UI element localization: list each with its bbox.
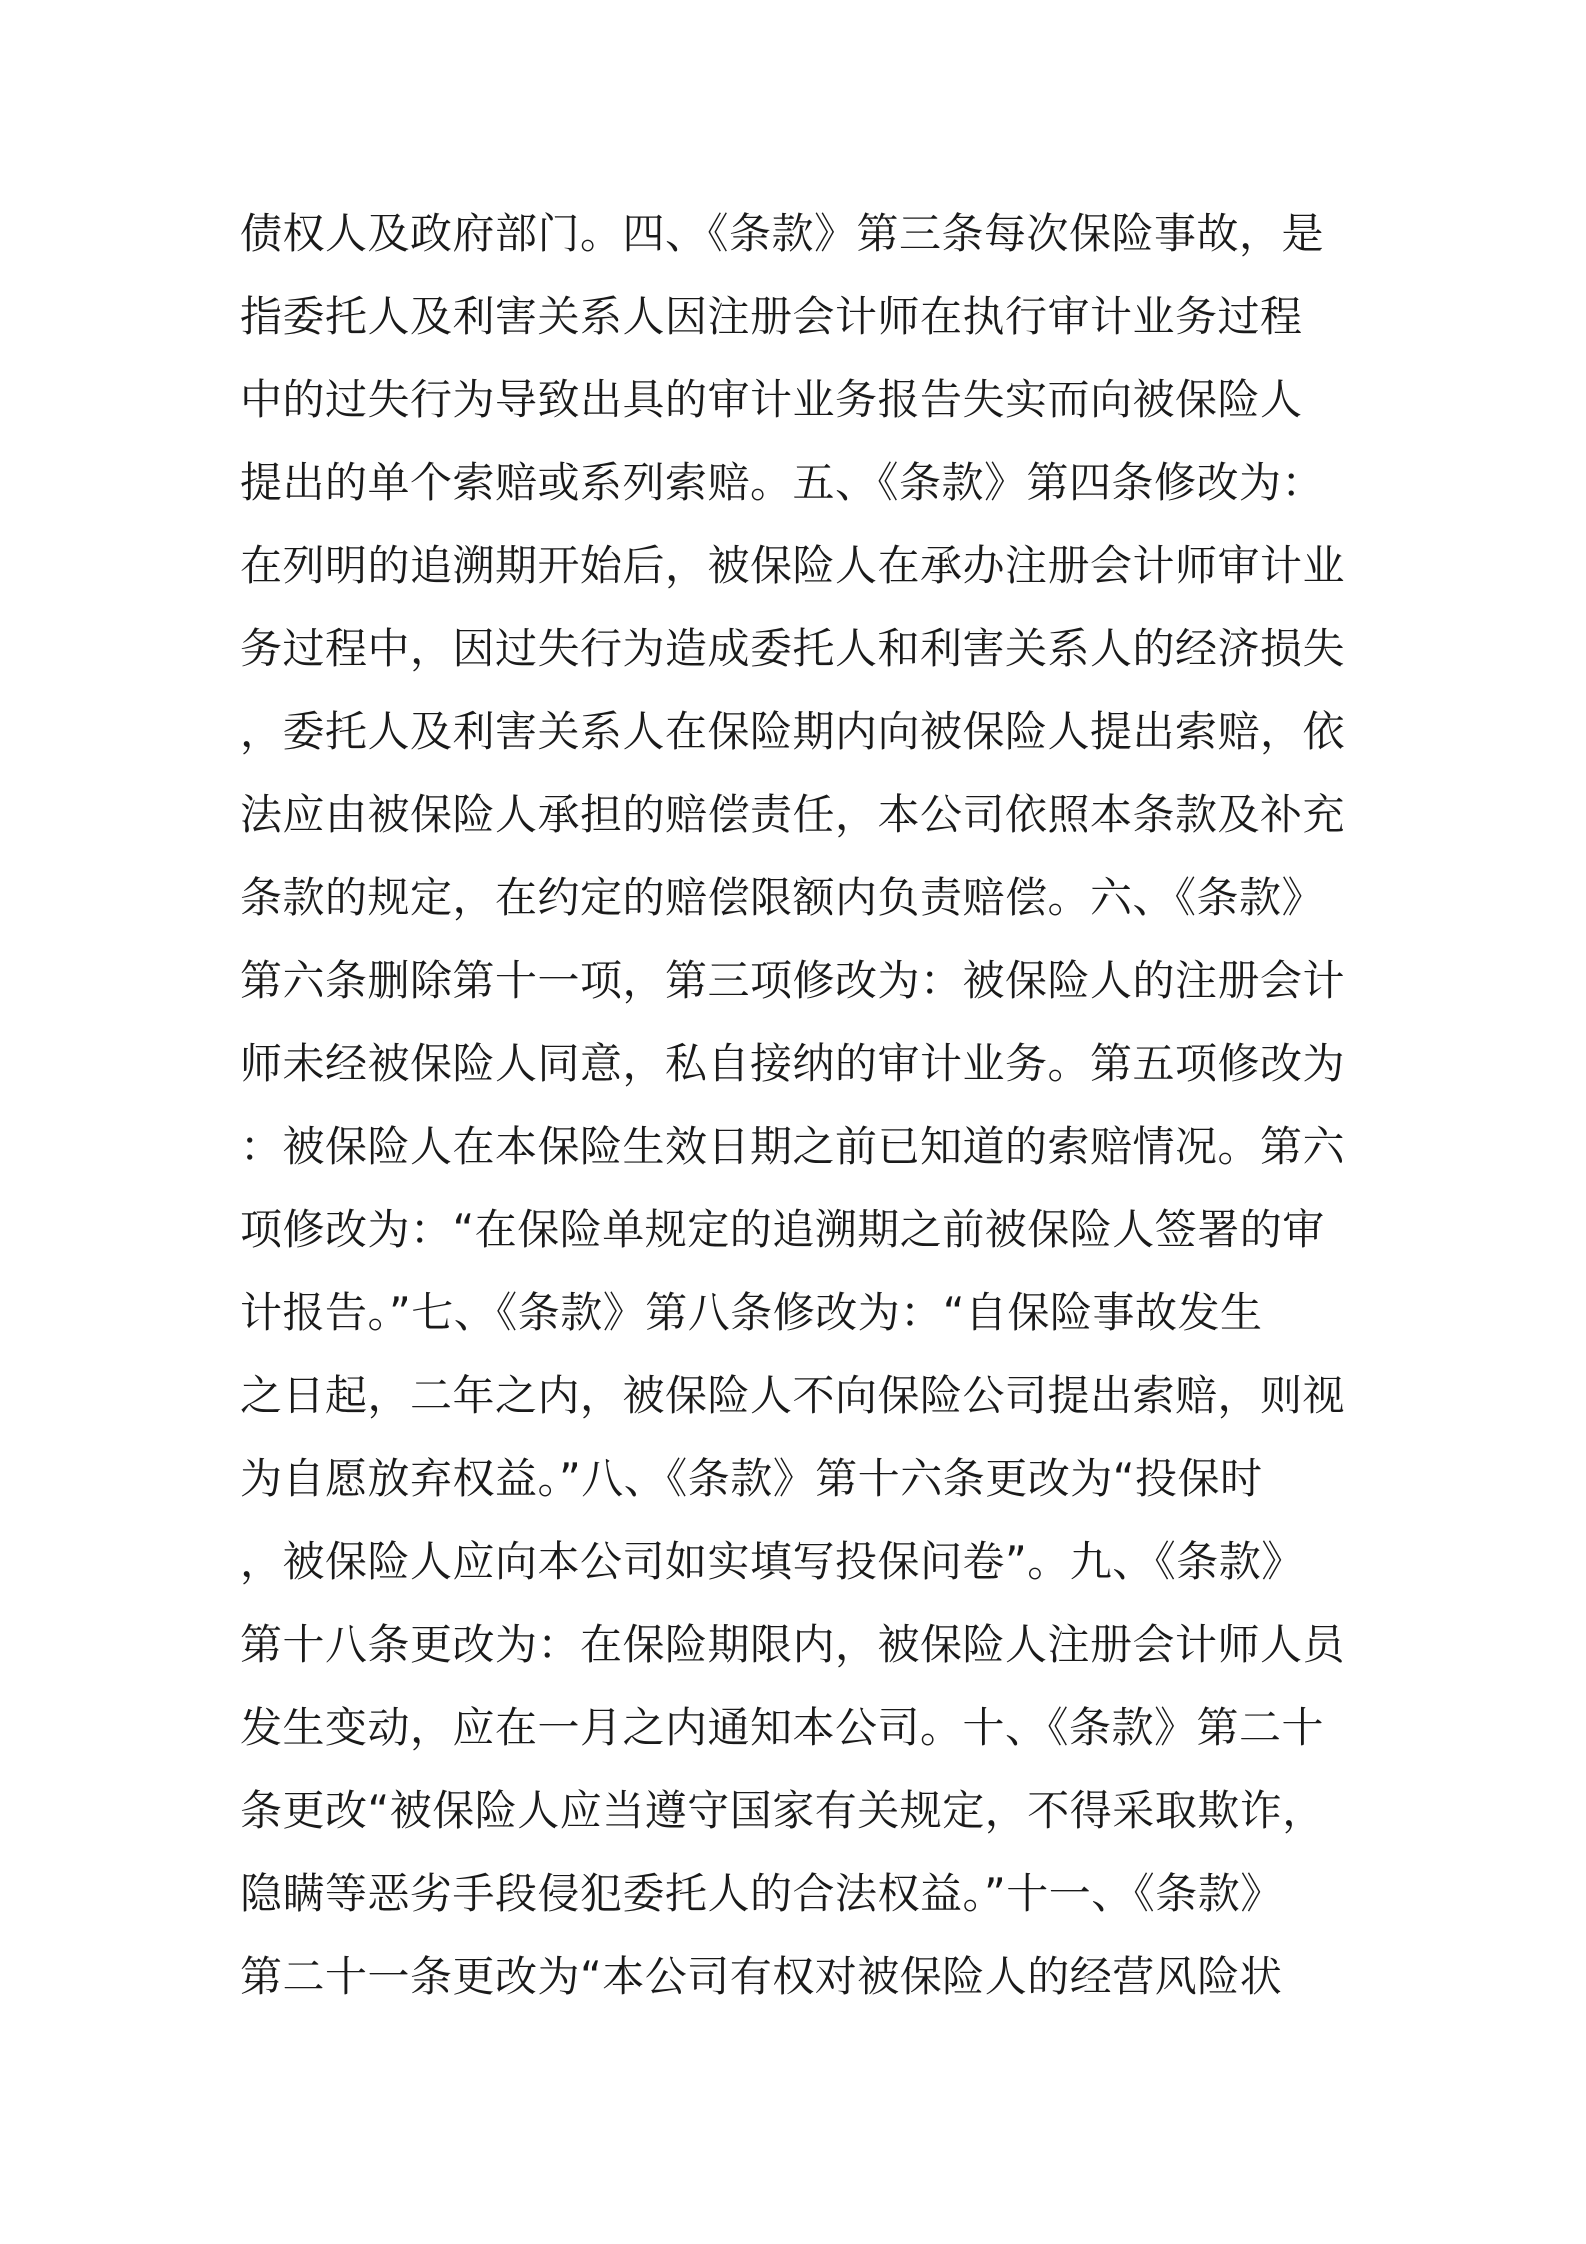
text-line-21: 隐瞒等恶劣手段侵犯委托人的合法权益。”十一、《条款》 [240,1869,1283,1918]
text-line-12: ：被保险人在本保险生效日期之前已知道的索赔情况。第六 [240,1122,1346,1171]
text-line-10: 第六条删除第十一项，第三项修改为：被保险人的注册会计 [240,956,1346,1005]
body-text [240,192,1360,2018]
text-line-1: 债权人及政府部门。四、《条款》第三条每次保险事故，是 [240,209,1325,258]
text-line-14: 计报告。”七、《条款》第八条修改为：“自保险事故发生 [240,1288,1263,1337]
text-line-4: 提出的单个索赔或系列索赔。五、《条款》第四条修改为： [240,458,1325,507]
text-line-11: 师未经被保险人同意，私自接纳的审计业务。第五项修改为 [240,1039,1346,1088]
text-line-5: 在列明的追溯期开始后，被保险人在承办注册会计师审计业 [240,541,1346,590]
text-line-9: 条款的规定，在约定的赔偿限额内负责赔偿。六、《条款》 [240,873,1325,922]
text-line-6: 务过程中，因过失行为造成委托人和利害关系人的经济损失 [240,624,1346,673]
text-line-2: 指委托人及利害关系人因注册会计师在执行审计业务过程 [240,292,1303,341]
text-line-8: 法应由被保险人承担的赔偿责任，本公司依照本条款及补充 [240,790,1346,839]
text-line-20: 条更改“被保险人应当遵守国家有关规定，不得采取欺诈， [240,1786,1325,1835]
text-line-13: 项修改为：“在保险单规定的追溯期之前被保险人签署的审 [240,1205,1325,1254]
text-line-22: 第二十一条更改为“本公司有权对被保险人的经营风险状 [240,1952,1283,2001]
text-line-18: 第十八条更改为：在保险期限内，被保险人注册会计师人员 [240,1620,1346,1669]
text-line-19: 发生变动，应在一月之内通知本公司。十、《条款》第二十 [240,1703,1325,1752]
text-line-17: ，被保险人应向本公司如实填写投保问卷”。九、《条款》 [240,1537,1304,1586]
text-line-15: 之日起，二年之内，被保险人不向保险公司提出索赔，则视 [240,1371,1346,1420]
text-line-7: ，委托人及利害关系人在保险期内向被保险人提出索赔，依 [240,707,1346,756]
text-line-3: 中的过失行为导致出具的审计业务报告失实而向被保险人 [240,375,1303,424]
text-line-16: 为自愿放弃权益。”八、《条款》第十六条更改为“投保时 [240,1454,1263,1503]
